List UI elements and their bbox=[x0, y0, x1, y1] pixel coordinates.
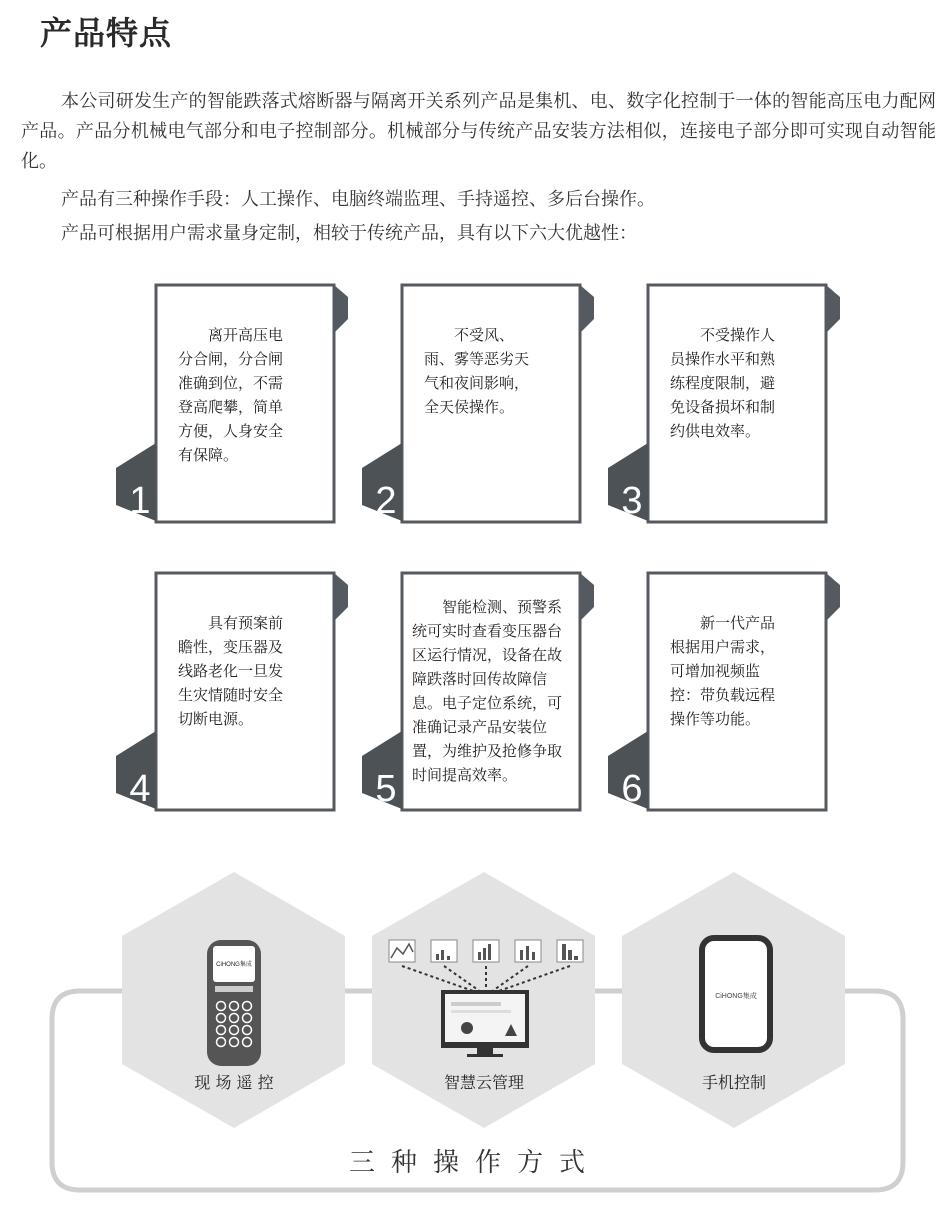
intro-paragraph-1: 本公司研发生产的智能跌落式熔断器与隔离开关系列产品是集机、电、数字化控制于一体的智能高压电力配网产品。产品分机械电气部分和电子控制部分。机械部分与传统产品安装方法相似，连接电子部分即可实现自动智能化。 bbox=[21, 91, 936, 172]
remote-brand-text: CiHONG集成 bbox=[216, 962, 252, 968]
card-text: 具有预案前瞻性，变压器及线路老化一旦发生灾情随时安全切断电源。 bbox=[178, 614, 284, 728]
card-text: 离开高压电分合闸，分合闸准确到位，不需登高爬攀，简单方便，人身安全有保障。 bbox=[178, 326, 284, 464]
phone-brand-text: CiHONG集成 bbox=[715, 993, 757, 1000]
feature-card-2 bbox=[362, 283, 582, 533]
cloud-monitor-icon bbox=[381, 932, 591, 1062]
operation-methods-caption: 三种操作方式 bbox=[348, 1148, 601, 1178]
intro-paragraph-3: 产品可根据用户需求量身定制，相较于传统产品，具有以下六大优越性： bbox=[61, 223, 637, 244]
method-label-mobile: 手机控制 bbox=[701, 1073, 766, 1092]
intro-paragraph-2: 产品有三种操作手段：人工操作、电脑终端监理、手持遥控、多后台操作。 bbox=[61, 189, 655, 210]
card-text: 智能检测、预警系统可实时查看变压器台区运行情况，设备在故障跌落时回传故障信息。电子定位系统，可准确记录产品安装位置，为维护及抢修争取时间提高效率。 bbox=[412, 598, 563, 784]
card-number: 4 bbox=[129, 768, 151, 810]
mobile-phone-icon bbox=[698, 934, 774, 1054]
feature-card-1 bbox=[116, 283, 336, 533]
feature-card-6 bbox=[608, 571, 828, 821]
page-title: 产品特点 bbox=[40, 14, 173, 52]
feature-card-5 bbox=[362, 571, 582, 821]
remote-control-icon bbox=[199, 938, 269, 1068]
card-text: 不受风、雨、雾等恶劣天气和夜间影响，全天侯操作。 bbox=[424, 326, 530, 416]
operation-methods bbox=[0, 860, 950, 1211]
card-number: 2 bbox=[375, 480, 397, 522]
card-number: 5 bbox=[375, 768, 397, 810]
feature-card-3 bbox=[608, 283, 828, 533]
card-number: 3 bbox=[621, 480, 643, 522]
method-label-cloud: 智慧云管理 bbox=[443, 1073, 524, 1092]
card-text: 不受操作人员操作水平和熟练程度限制，避免设备损坏和制约供电效率。 bbox=[670, 326, 776, 440]
method-label-remote: 现 场 遥 控 bbox=[194, 1073, 274, 1092]
card-number: 1 bbox=[129, 480, 151, 522]
feature-card-4 bbox=[116, 571, 336, 821]
card-text: 新一代产品根据用户需求，可增加视频监控：带负载远程操作等功能。 bbox=[670, 614, 776, 728]
card-number: 6 bbox=[621, 768, 643, 810]
